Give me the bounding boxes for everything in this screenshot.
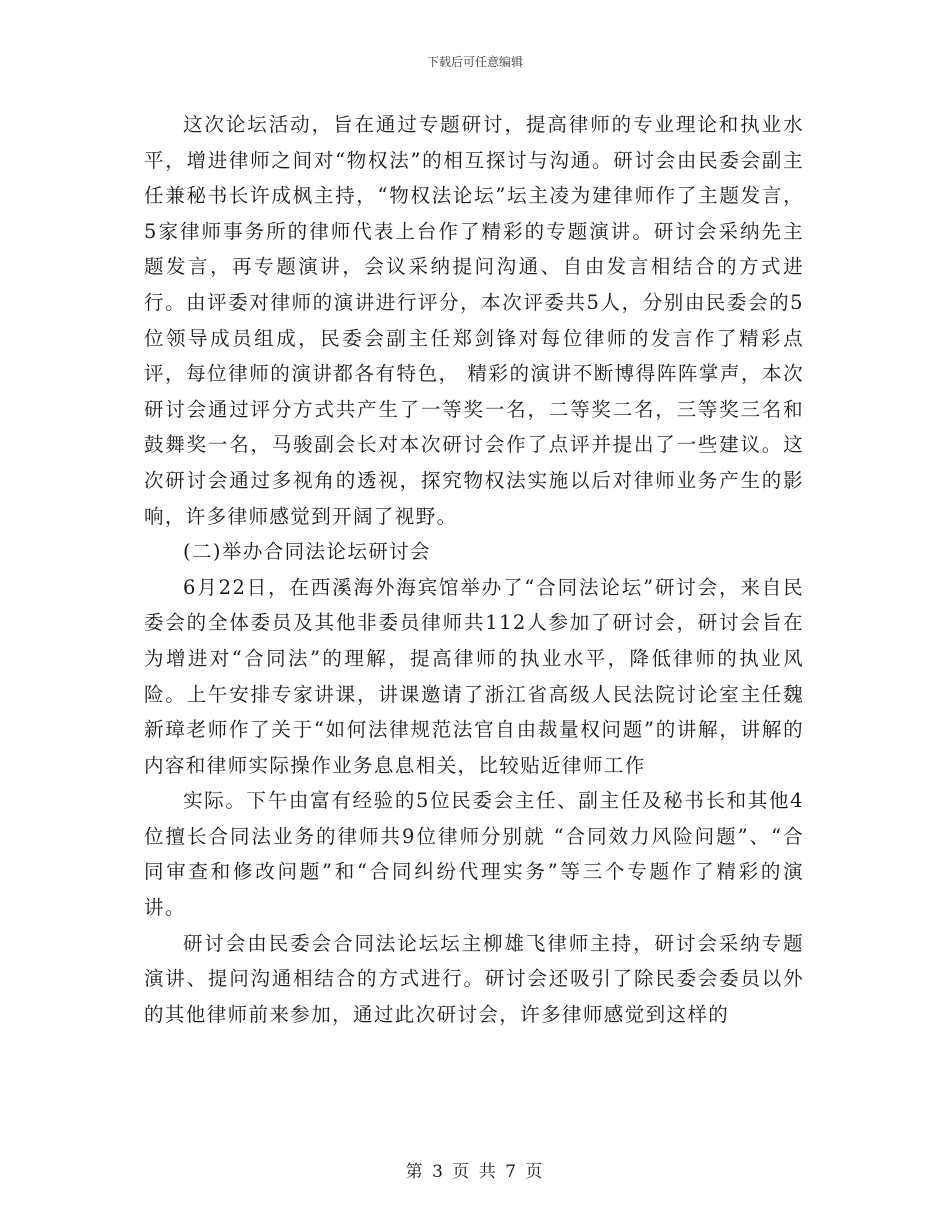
section-heading-contract-law: (二)举办合同法论坛研讨会: [183, 540, 431, 564]
page-number-footer: 第 3 页 共 7 页: [405, 1162, 545, 1182]
document-body: [144, 107, 804, 1032]
page-header: 下载后可任意编辑: [426, 55, 523, 69]
paragraph-forum-activity: 这次论坛活动，旨在通过专题研讨，提高律师的专业理论和执业水平，增进律师之间对“物权法”的相互探讨与沟通。研讨会由民委会副主任兼秘书长许成枫主持，“物权法论坛”坛主凌为建律师作了主题发言， 5家律师事务所的律师代表上台作了精彩的专题演讲。研讨会采纳先主题发言，再专题演讲，会议采纳提问沟通、自由发言相结合的方式进行。由评委对律师的演讲进行评分，本次评委共5人，分别由民委会的5位领导成员组成，民委会副主任郑剑锋对每位律师的发言作了精彩点评，每位律师的演讲都各有特色， 精彩的演讲不断博得阵阵掌声，本次研讨会通过评分方式共产生了一等奖一名，二等奖二名，三等奖三名和鼓舞奖一名，马骏副会长对本次研讨会作了点评并提出了一些建议。这次研讨会通过多视角的透视，探究物权法实施以后对律师业务产生的影响，许多律师感觉到开阔了视野。: [144, 113, 804, 528]
paragraph-seminar-host: 研讨会由民委会合同法论坛坛主柳雄飞律师主持，研讨会采纳专题演讲、提问沟通相结合的方式进行。研讨会还吸引了除民委会委员以外的其他律师前来参加，通过此次研讨会，许多律师感觉到这样的: [144, 931, 804, 1026]
paragraph-june-22-seminar: 6月22日，在西溪海外海宾馆举办了“合同法论坛”研讨会，来自民委会的全体委员及其他非委员律师共112人参加了研讨会，研讨会旨在为增进对“合同法”的理解，提高律师的执业水平，降低律师的执业风险。上午安排专家讲课，讲课邀请了浙江省高级人民法院讨论室主任魏新璋老师作了关于“如何法律规范法官自由裁量权问题”的讲解，讲解的内容和律师实际操作业务息息相关，比较贴近律师工作: [144, 575, 804, 777]
paragraph-afternoon-speeches: 实际。下午由富有经验的5位民委会主任、副主任及秘书长和其他4位擅长合同法业务的律师共9位律师分别就 “合同效力风险问题”、“合同审查和修改问题”和“合同纠纷代理实务”等三个专题作了精彩的演讲。: [144, 789, 804, 920]
